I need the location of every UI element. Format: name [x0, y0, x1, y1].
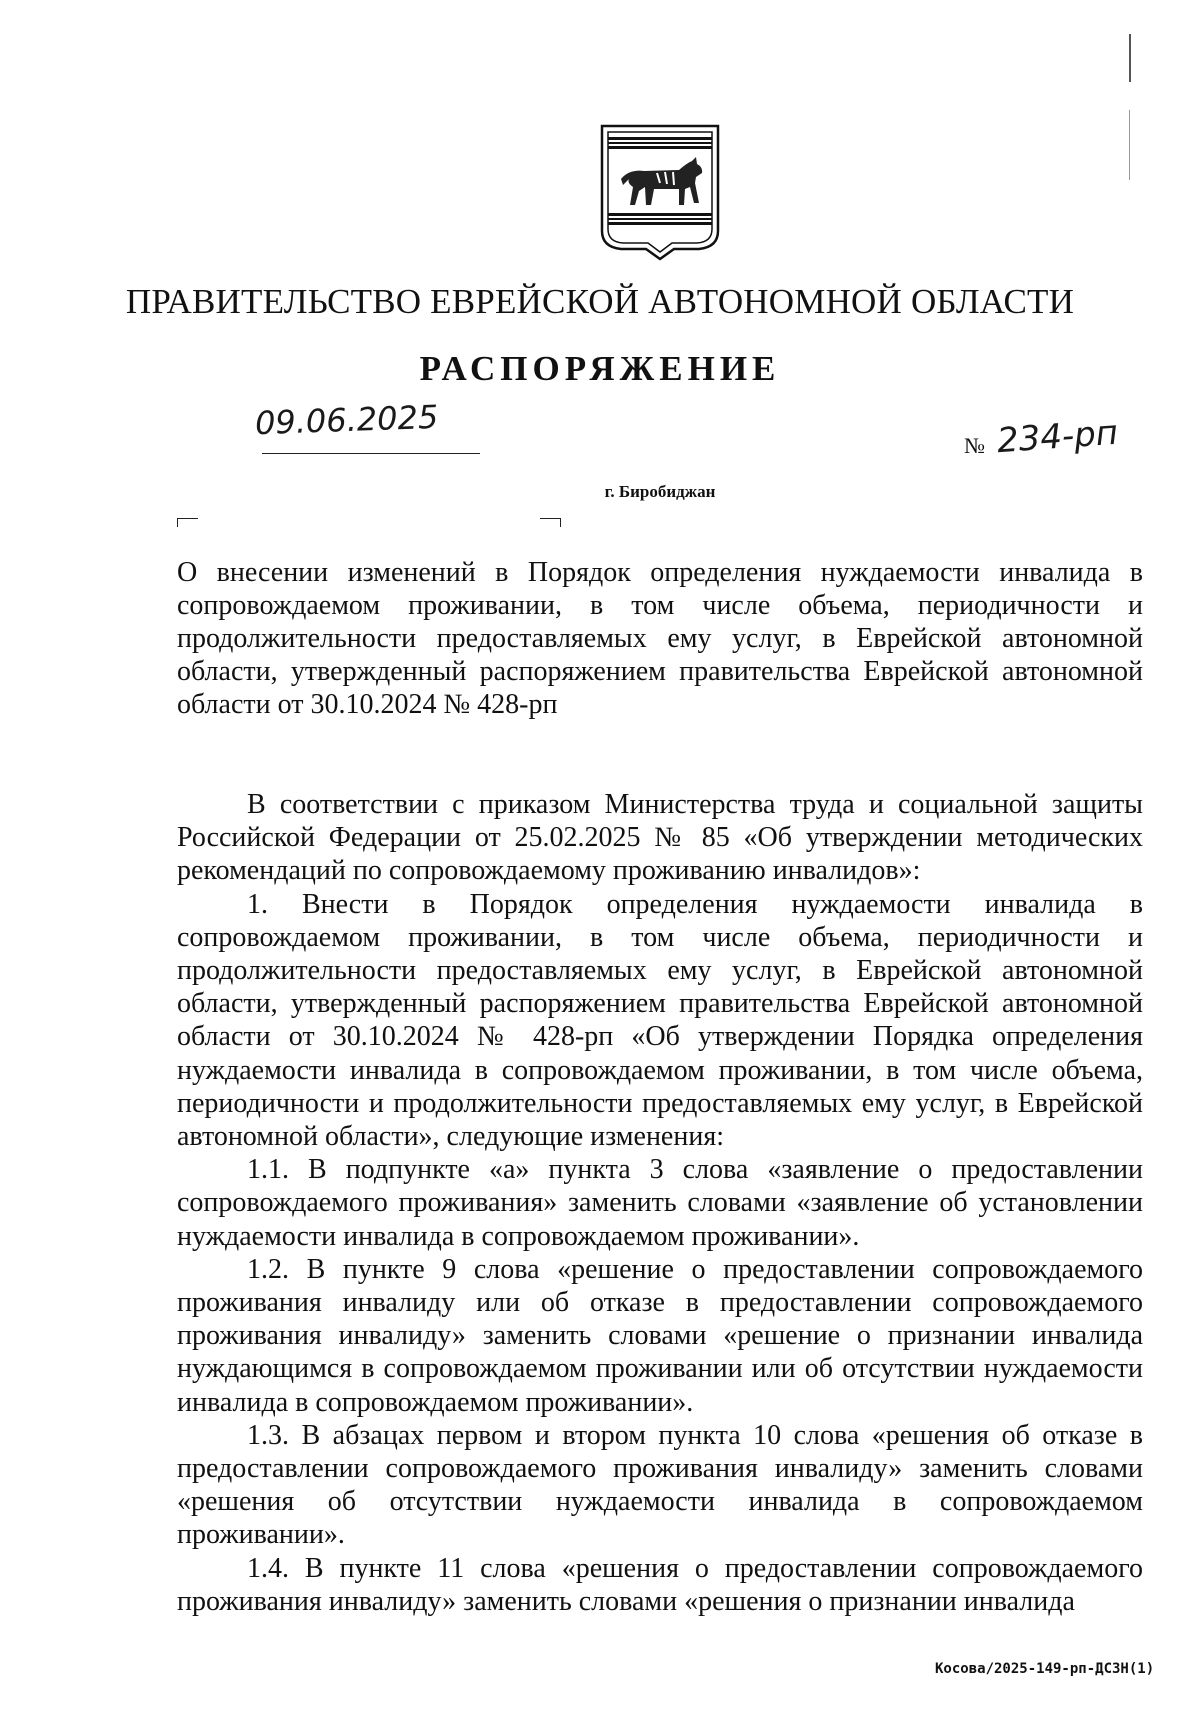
body-paragraph: 1.3. В абзацах первом и втором пункта 10 слова «решения об отказе в предоставлении сопровождаемого проживания инвалиду» заменить словами «решения об отсутствии нуждаемости инвалида в сопровождаемом проживании».	[177, 1419, 1143, 1551]
body-paragraph: 1.4. В пункте 11 слова «решения о предоставлении сопровождаемого проживания инвалиду» заменить словами «решения о признании инвалида	[177, 1552, 1143, 1617]
body-paragraph: В соответствии с приказом Министерства труда и социальной защиты Российской Федерации от 25.02.2025 № 85 «Об утверждении методических рекомендаций по сопровождаемому проживанию инвалидов»:	[177, 789, 1143, 887]
body-paragraph: 1. Внести в Порядок определения нуждаемости инвалида в сопровождаемом проживании, в том числе объема, периодичности и продолжительности предоставляемых ему услуг, в Еврейской автономной области, утвержденный распоряжением правительства Еврейской автономной области от 30.10.2024 № 428-рп «Об утверждении Порядка определения нуждаемости инвалида в сопровождаемом проживании, в том числе объема, периодичности и продолжительности предоставляемых ему услуг, в Еврейской автономной области», следующие изменения:	[177, 888, 1143, 1153]
government-title: ПРАВИТЕЛЬСТВО ЕВРЕЙСКОЙ АВТОНОМНОЙ ОБЛАСТИ	[125, 282, 1075, 321]
body-paragraph: 1.1. В подпункте «а» пункта 3 слова «заявление о предоставлении сопровождаемого проживания» заменить словами «заявление об установлении нуждаемости инвалида в сопровождаемом проживании».	[177, 1154, 1143, 1252]
subject-corner-mark-right	[540, 518, 561, 527]
handwritten-date: 09.06.2025	[254, 397, 439, 443]
document-body	[177, 788, 1143, 1618]
scan-mark	[1129, 34, 1131, 82]
handwritten-number: 234-рп	[995, 412, 1120, 462]
city-name: г. Биробиджан	[604, 482, 716, 501]
coat-of-arms-emblem	[599, 123, 721, 261]
number-label: №	[964, 433, 985, 458]
date-underline	[262, 453, 480, 454]
body-paragraph: 1.2. В пункте 9 слова «решение о предоставлении сопровождаемого проживания инвалиду или об отказе в предоставлении сопровождаемого проживания инвалиду» заменить словами «решение о признании инвалида нуждающимся в сопровождаемом проживании или об отсутствии нуждаемости инвалида в сопровождаемом проживании».	[177, 1253, 1143, 1418]
document-type: РАСПОРЯЖЕНИЕ	[419, 349, 781, 388]
scan-mark	[1129, 110, 1130, 180]
footer-document-code: Косова/2025-149-рп-ДСЗН(1)	[935, 1661, 1155, 1677]
subject-corner-mark-left	[177, 518, 198, 527]
document-subject: О внесении изменений в Порядок определения нуждаемости инвалида в сопровождаемом проживании, в том числе объема, периодичности и продолжительности предоставляемых ему услуг, в Еврейской автономной области, утвержденный распоряжением правительства Еврейской автономной области от 30.10.2024 № 428-рп	[177, 557, 1143, 720]
